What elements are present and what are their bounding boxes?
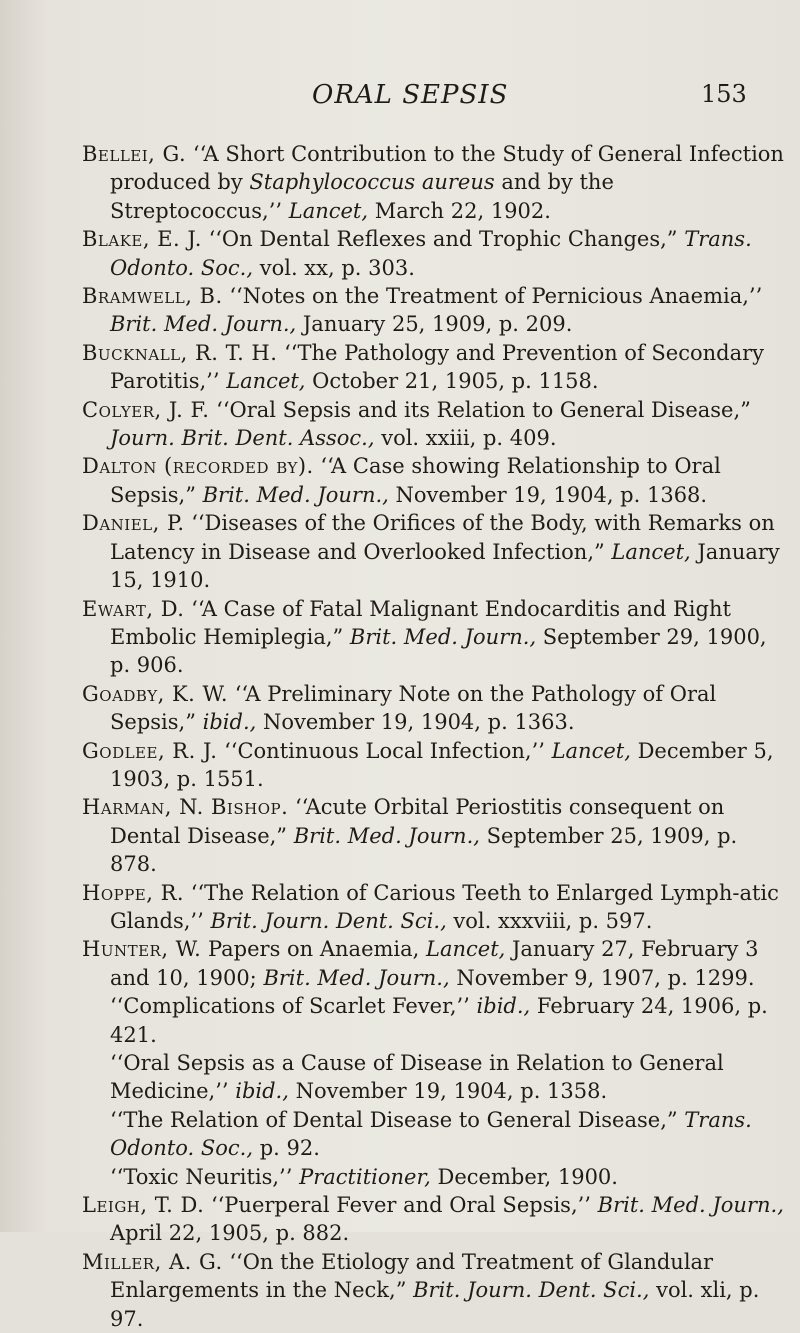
entry-journal: ibid., [476,994,531,1019]
entry-title: ‘‘Acute Orbital Periostitis consequent on Dental Disease,” [110,795,725,848]
entry-citation: March 22, 1902. [368,198,551,223]
entry-citation: November 19, 1904, p. 1363. [256,710,575,735]
entry-journal: Lancet, [226,369,306,394]
entry-title: ‘‘Diseases of the Orifices of the Body, with Remarks on Latency in Disease and Overlooked Infection,” [110,511,775,564]
entry-italic-term: Staphylococcus aureus [249,170,495,195]
entry-journal: Lancet, [551,738,631,763]
entry-title: ‘‘A Case showing Relationship to Oral Sepsis,” [110,454,721,507]
entry-journal: Practitioner, [299,1164,431,1189]
bibliography-entry-colyer [82,396,787,453]
entry-journal: Journ. Brit. Dent. Assoc., [110,426,375,451]
entry-citation: February 24, 1906, p. 421. [110,994,768,1047]
entry-title-cont: and by the Streptococcus,’’ [110,170,614,223]
entry-journal: Trans. Odonto. Soc., [110,1107,752,1161]
entry-title: ‘‘Complications of Scarlet Fever,’’ [110,994,477,1019]
bibliography-entry-leigh [82,1191,787,1248]
entry-journal: Lancet, [611,539,691,564]
bibliography-entry-daniel [82,509,787,594]
bibliography-entry-goadby [82,680,787,737]
bibliography-subentry-hunter-oral-sepsis [82,1049,787,1106]
entry-author: Dalton (recorded by). [82,454,314,479]
entry-title: ‘‘Toxic Neuritis,’’ [110,1164,300,1189]
entry-citation: January 25, 1909, p. 209. [296,312,573,337]
entry-citation: September 25, 1909, p. 878. [110,823,738,877]
entry-citation: p. 92. [253,1136,320,1161]
entry-journal: Brit. Med. Journ., [110,312,297,337]
entry-title: ‘‘The Pathology and Prevention of Secondary Parotitis,’’ [110,340,765,394]
entry-citation: September 29, 1900, p. 906. [110,624,767,678]
entry-author: Daniel, P. [82,511,185,536]
entry-citation: vol. xli, p. 97. [110,1278,760,1331]
entry-author: Goadby, K. W. [82,681,229,706]
bibliography-subentry-hunter-scarlet-fever [82,992,787,1049]
entry-author: Bellei, G. [82,142,187,166]
entry-citation: January 15, 1910. [110,539,780,593]
entry-journal: ibid., [202,710,257,735]
entry-journal: Brit. Med. Journ., [293,823,480,848]
entry-citation: January 27, February 3 and 10, 1900; [110,937,759,990]
entry-journal: Lancet, [288,198,369,223]
entry-title: ‘‘Continuous Local Infection,’’ [217,738,552,763]
entry-journal: ibid., [235,1079,289,1104]
bibliography-entry-blake [82,225,787,282]
entry-title: ‘‘On Dental Reflexes and Trophic Changes,” [201,227,685,252]
entry-journal: Brit. Med. Journ., [202,482,389,507]
entry-citation: vol. xx, p. 303. [253,255,415,280]
entry-title: ‘‘A Preliminary Note on the Pathology of Oral Sepsis,” [110,681,717,735]
entry-title: ‘‘Puerperal Fever and Oral Sepsis,’’ [204,1193,598,1218]
bibliography-entry-bucknall [82,339,787,396]
entry-citation: vol. xxxviii, p. 597. [446,908,653,933]
entry-citation: November 19, 1904, p. 1368. [388,482,708,507]
entry-citation: December, 1900. [430,1164,618,1189]
entry-citation: November 19, 1904, p. 1358. [288,1079,608,1104]
entry-author: Bramwell, B. [82,284,223,309]
entry-author: Hoppe, R. [82,880,185,905]
entry-title: Papers on Anaemia, [201,937,427,962]
entry-author: Harman, N. Bishop. [82,795,289,820]
entry-author: Miller, A. G. [82,1249,223,1274]
entry-title: ‘‘Oral Sepsis as a Cause of Disease in Relation to General Medicine,’’ [110,1051,724,1104]
bibliography-entry-hunter [82,935,787,992]
entry-author: Hunter, W. [82,937,202,962]
running-head [0,80,800,120]
entry-title: ‘‘Oral Sepsis and its Relation to General Disease,” [209,397,751,422]
entry-author: Leigh, T. D. [82,1193,205,1218]
page-number: 153 [701,80,747,108]
bibliography-subentry-hunter-dental-disease [82,1106,787,1163]
bibliography-entry-bramwell [82,282,787,339]
entry-journal: Lancet, [426,937,506,962]
entry-author: Blake, E. J. [82,227,202,252]
bibliography-entry-godlee [82,737,787,794]
entry-title: ‘‘Notes on the Treatment of Pernicious Anaemia,’’ [222,284,763,309]
bibliography-entry-harman [82,793,787,878]
entry-journal: Brit. Med. Journ., [349,624,537,649]
entry-journal: Brit. Journ. Dent. Sci., [413,1278,650,1303]
entry-citation: December 5, 1903, p. 1551. [110,738,774,791]
running-head-title: ORAL SEPSIS [312,80,509,110]
entry-journal: Trans. Odonto. Soc., [110,227,752,280]
bibliography-entry-hoppe [82,879,787,936]
entry-journal: Brit. Journ. Dent. Sci., [210,908,447,933]
bibliography-entry-miller [82,1248,787,1333]
bibliography-list [82,140,787,1333]
entry-journal: Brit. Med. Journ., [597,1193,784,1218]
bibliography-entry-ewart [82,595,787,680]
bibliography-entry-dalton [82,452,787,509]
entry-journal-second: Brit. Med. Journ., [263,965,450,990]
entry-citation-second: November 9, 1907, p. 1299. [449,965,755,990]
entry-title: ‘‘A Short Contribution to the Study of General Infection produced by [110,142,784,195]
bibliography-subentry-hunter-toxic-neuritis [82,1163,787,1191]
entry-author: Ewart, D. [82,596,185,621]
entry-title: ‘‘The Relation of Carious Teeth to Enlarged Lymph-atic Glands,’’ [110,880,779,933]
entry-title: ‘‘The Relation of Dental Disease to General Disease,” [110,1107,685,1132]
entry-author: Bucknall, R. T. H. [82,340,278,365]
entry-author: Colyer, J. F. [82,397,210,422]
entry-citation: vol. xxiii, p. 409. [374,426,557,451]
entry-author: Godlee, R. J. [82,738,218,763]
entry-title: ‘‘A Case of Fatal Malignant Endocarditis and Right Embolic Hemiplegia,” [110,596,731,649]
entry-citation: October 21, 1905, p. 1158. [305,369,599,394]
entry-title: ‘‘On the Etiology and Treatment of Glandular Enlargements in the Neck,” [110,1249,714,1303]
entry-citation: April 22, 1905, p. 882. [110,1221,350,1246]
bibliography-entry-bellei [82,140,787,225]
